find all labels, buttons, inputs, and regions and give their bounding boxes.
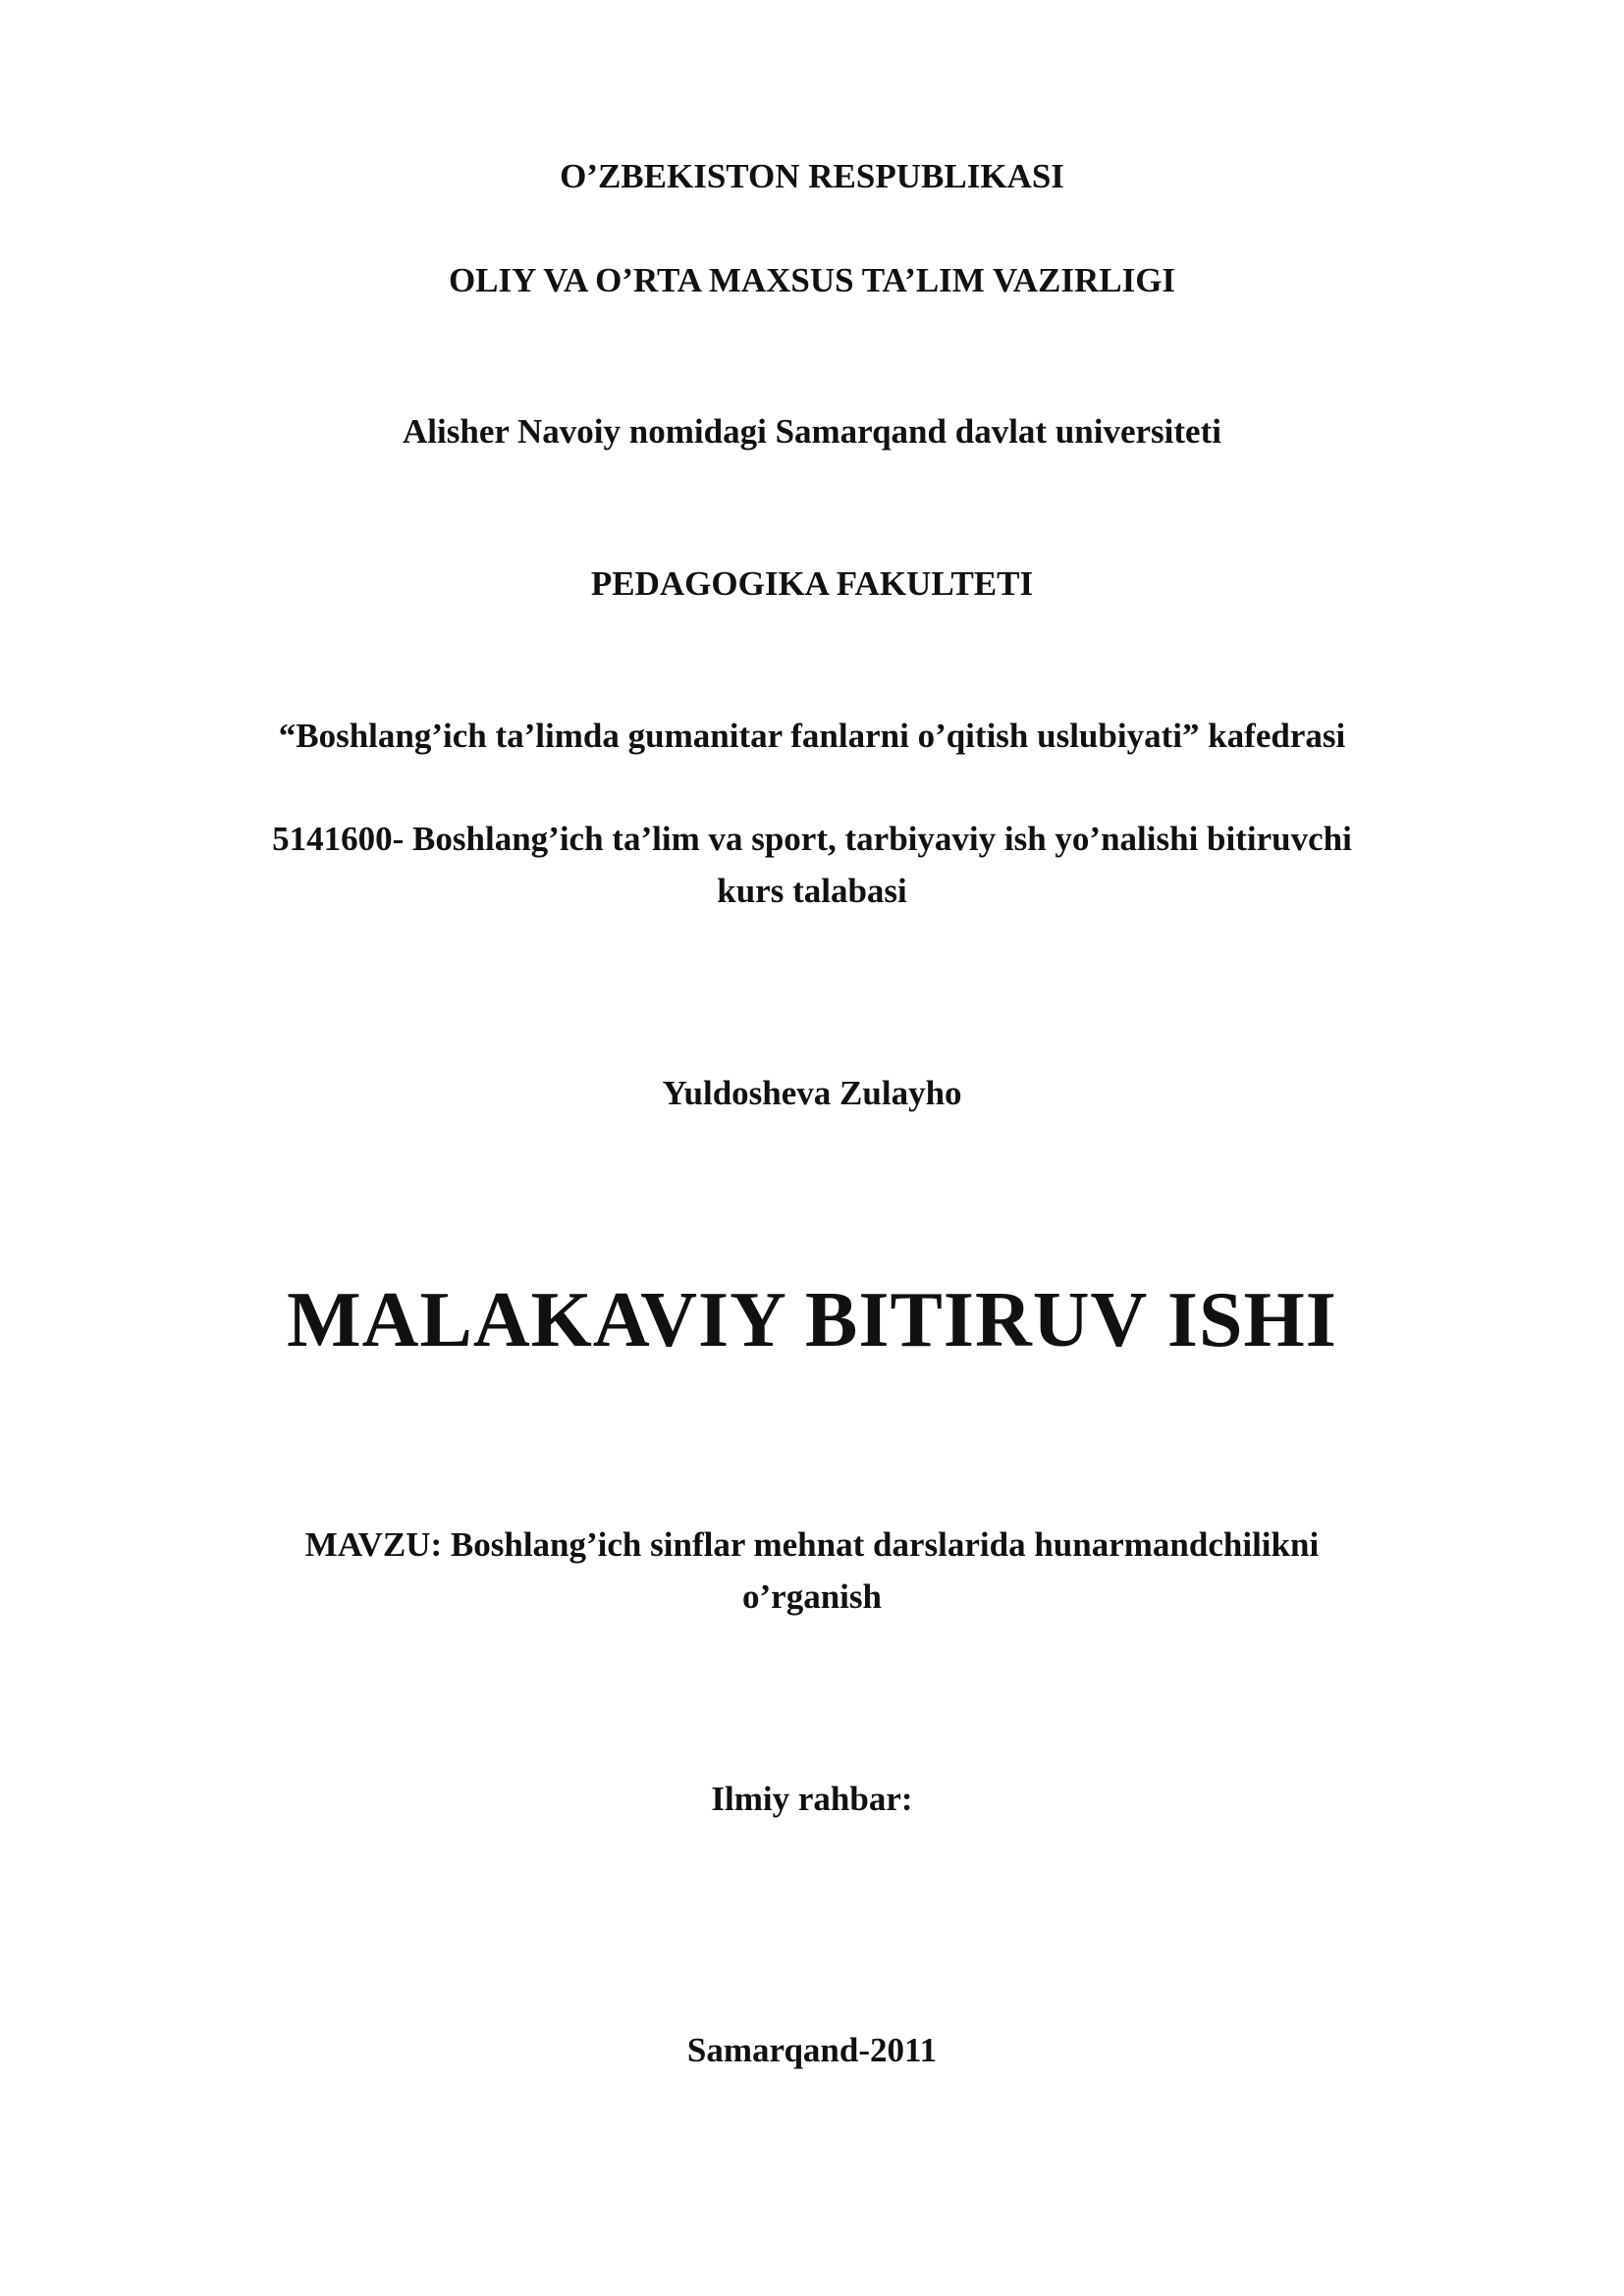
specialty-line-1: 5141600- Boshlang’ich ta’lim va sport, tarbiyaviy ish yo’nalishi bitiruvchi	[272, 820, 1352, 858]
student-name: Yuldosheva Zulayho	[662, 1074, 962, 1112]
ministry-heading: OLIY VA O’RTA MAXSUS TA’LIM VAZIRLIGI	[448, 261, 1176, 299]
place-year: Samarqand-2011	[686, 2031, 938, 2069]
university-name: Alisher Navoiy nomidagi Samarqand davlat universiteti	[403, 412, 1221, 451]
topic-line-1: MAVZU: Boshlang’ich sinflar mehnat darslarida hunarmandchilikni	[304, 1525, 1320, 1564]
specialty-line-2: kurs talabasi	[717, 872, 907, 910]
supervisor-label: Ilmiy rahbar:	[711, 1780, 913, 1818]
department-name: “Boshlang’ich ta’limda gumanitar fanlarni o’qitish uslubiyati” kafedrasi	[278, 717, 1346, 755]
work-type-title: MALAKAVIY BITIRUV ISHI	[287, 1277, 1337, 1363]
topic-line-2: o’rganish	[742, 1577, 882, 1616]
country-heading: O’ZBEKISTON RESPUBLIKASI	[560, 157, 1064, 195]
faculty-name: PEDAGOGIKA FAKULTETI	[590, 564, 1034, 603]
